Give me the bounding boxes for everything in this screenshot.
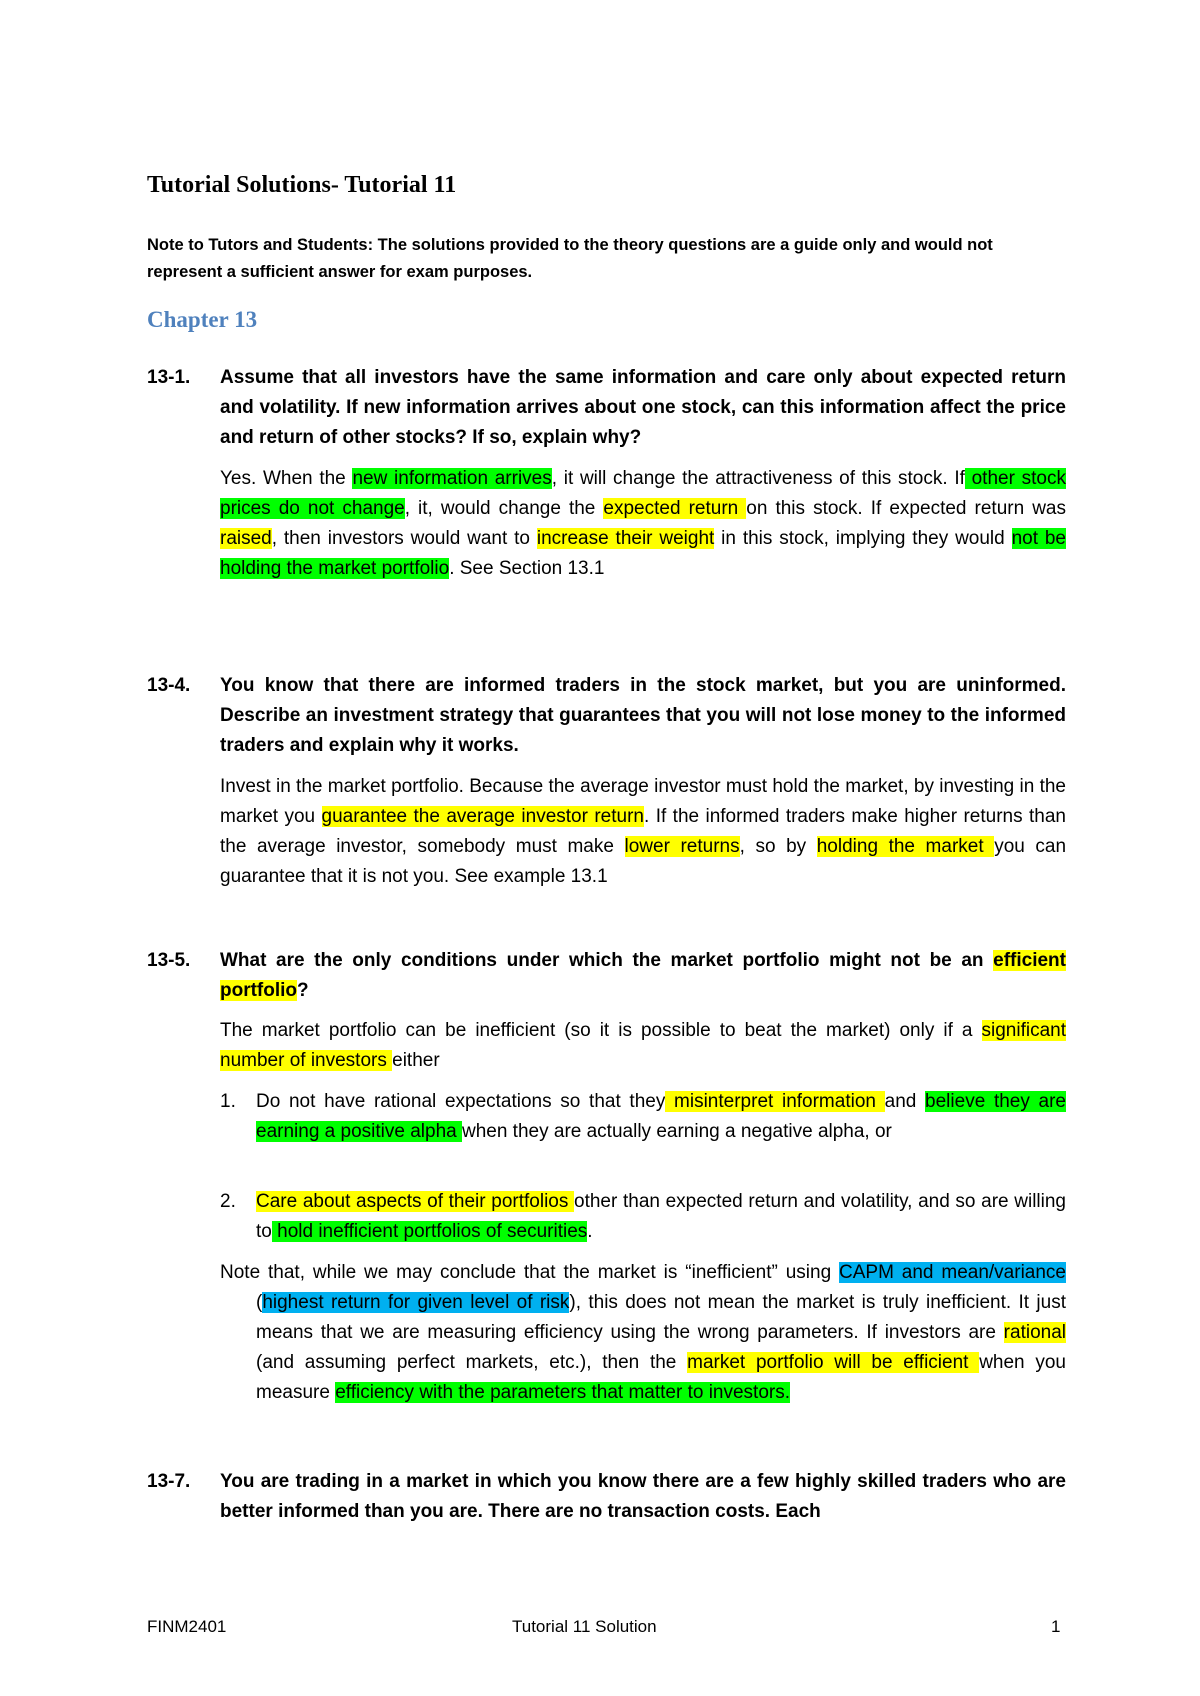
question-number-13-4: 13-4. bbox=[147, 675, 191, 696]
answer-13-5-intro: The market portfolio can be inefficient (so it is possible to beat the market) only if a significant number of investors either bbox=[220, 1020, 1066, 1071]
question-13-5: What are the only conditions under which the market portfolio might not be an efficient portfolio? bbox=[220, 950, 1066, 1001]
highlight: not be holding the market portfolio bbox=[220, 528, 1066, 579]
highlight: new information arrives bbox=[352, 468, 552, 489]
list-item-number: 1. bbox=[220, 1091, 236, 1112]
highlight: efficiency with the parameters that matter to investors. bbox=[335, 1382, 790, 1403]
question-number-13-7: 13-7. bbox=[147, 1471, 191, 1492]
question-13-1: Assume that all investors have the same information and care only about expected return and volatility. If new information arrives about one stock, can this information affect the price and return of other stocks? If so, explain why? bbox=[220, 367, 1066, 448]
footer-course-code: FINM2401 bbox=[147, 1617, 227, 1636]
highlight: highest return for given level of risk bbox=[262, 1292, 570, 1313]
question-number-13-1: 13-1. bbox=[147, 367, 191, 388]
question-13-4: You know that there are informed traders in the stock market, but you are uninformed. Describe an investment strategy that guarantees that you will not lose money to the informed traders and explain why it works. bbox=[220, 675, 1066, 756]
highlight: CAPM and mean/variance bbox=[839, 1262, 1066, 1283]
highlight: holding the market bbox=[816, 836, 995, 857]
highlight: believe they are earning a positive alpha bbox=[256, 1091, 1066, 1142]
highlight: other stock prices do not change bbox=[220, 468, 1066, 519]
question-number-13-5: 13-5. bbox=[147, 950, 191, 971]
highlight: misinterpret information bbox=[665, 1091, 885, 1112]
list-item: Care about aspects of their portfolios other than expected return and volatility, and so are willing to hold inefficient portfolios of securities. bbox=[256, 1191, 1067, 1242]
answer-13-4: Invest in the market portfolio. Because the average investor must hold the market, by investing in the market you guarantee the average investor return. If the informed traders make higher returns than the average investor, somebody must make lower returns, so by holding the market you can guarantee that it is not you. See example 13.1 bbox=[220, 776, 1067, 887]
footer-title: Tutorial 11 Solution bbox=[512, 1617, 657, 1636]
question-13-7: You are trading in a market in which you know there are a few highly skilled traders who are better informed than you are. There are no transaction costs. Each bbox=[220, 1471, 1066, 1522]
answer-13-5-note: Note that, while we may conclude that the market is “inefficient” using CAPM and mean/variance (highest return for given level of risk), this does not mean the market is truly inefficient. It just means that we are measuring efficiency using the wrong parameters. If investors are rational (and assuming perfect markets, etc.), then the market portfolio will be efficient when you measure efficiency with the parameters that matter to investors. bbox=[220, 1262, 1066, 1403]
highlight: guarantee the average investor return bbox=[321, 806, 644, 827]
page-number: 1 bbox=[1051, 1617, 1061, 1636]
highlight: market portfolio will be efficient bbox=[687, 1352, 980, 1373]
chapter-heading: Chapter 13 bbox=[147, 307, 258, 332]
highlight: Care about aspects of their portfolios bbox=[256, 1191, 575, 1212]
highlight: increase their weight bbox=[536, 528, 715, 549]
highlight: significant number of investors bbox=[220, 1020, 1066, 1071]
highlight: expected return bbox=[603, 498, 747, 519]
highlight: efficient portfolio bbox=[220, 950, 1066, 1001]
list-item: Do not have rational expectations so that they misinterpret information and believe they are earning a positive alpha when they are actually earning a negative alpha, or bbox=[256, 1091, 1066, 1142]
tutor-note: Note to Tutors and Students: The solutions provided to the theory questions are a guide only and would not represent a sufficient answer for exam purposes. bbox=[147, 236, 993, 281]
highlight: lower returns bbox=[624, 836, 740, 857]
list-item-number: 2. bbox=[220, 1191, 236, 1212]
page-title: Tutorial Solutions- Tutorial 11 bbox=[147, 172, 457, 198]
highlight: raised bbox=[220, 528, 272, 549]
highlight: hold inefficient portfolios of securities bbox=[271, 1221, 588, 1242]
answer-13-1: Yes. When the new information arrives, it will change the attractiveness of this stock. If other stock prices do not change, it, would change the expected return on this stock. If expected return was raised, then investors would want to increase their weight in this stock, implying they would not be holding the market portfolio. See Section 13.1 bbox=[220, 468, 1067, 579]
highlight: rational bbox=[1003, 1322, 1066, 1343]
